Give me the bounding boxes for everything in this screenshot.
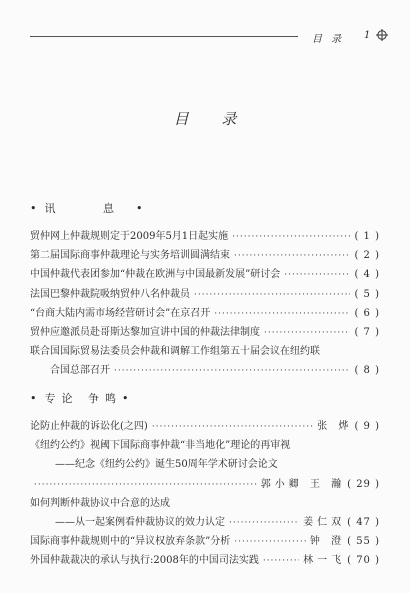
entry-title: 论防止仲裁的诉讼化(之四) [30, 421, 148, 432]
header-rule [30, 36, 298, 37]
entry-title: 《纽约公约》视阈下国际商事仲裁“非当地化”理论的再审视 [30, 440, 291, 451]
toc-entry[interactable] [30, 532, 380, 548]
section-label: 专论 争鸣 [44, 392, 122, 405]
toc-entry-subtitle[interactable] [55, 513, 380, 529]
dot-leader [194, 290, 350, 300]
dot-leader [214, 309, 350, 319]
entry-author: 钟 澄 [309, 536, 346, 547]
dot-leader [234, 251, 350, 261]
entry-page: ( 29 ) [347, 479, 380, 490]
toc-entry-subtitle[interactable] [55, 455, 380, 471]
entry-page: ( 4 ) [354, 269, 380, 280]
toc-entry[interactable] [30, 551, 380, 567]
toc-entry[interactable] [30, 246, 380, 262]
section-heading-news [30, 200, 143, 216]
page-title: 目 录 [173, 110, 251, 128]
entry-title: 第二届国际商事仲裁理论与实务培训圆满结束 [30, 250, 230, 261]
dot-leader [232, 232, 350, 242]
entry-title: 贸仲应邀派员赴哥斯达黎加宣讲中国的仲裁法律制度 [30, 327, 260, 338]
toc-entry[interactable] [30, 436, 380, 452]
dot-leader [229, 518, 299, 528]
entry-title: 合国总部召开 [50, 365, 110, 376]
toc-entry[interactable] [30, 285, 380, 301]
entry-page: ( 5 ) [354, 289, 380, 300]
toc-entry[interactable] [30, 304, 380, 320]
toc-entry-continuation[interactable] [50, 361, 380, 377]
entry-author: 姜仁双 [303, 517, 346, 528]
running-head-title: 目 录 [312, 34, 345, 45]
entry-page: ( 55 ) [347, 536, 380, 547]
entry-title: 外国仲裁裁决的承认与执行:2008年的中国司法实践 [30, 555, 259, 566]
entry-author: 林一飞 [303, 555, 346, 566]
entry-subtitle: ——纪念《纽约公约》诞生50周年学术研讨会论文 [55, 459, 278, 470]
entry-subtitle: ——从一起案例看仲裁协议的效力认定 [55, 517, 225, 528]
entry-page: ( 8 ) [354, 365, 380, 376]
entry-page: ( 2 ) [354, 250, 380, 261]
entry-page: ( 6 ) [354, 308, 380, 319]
entry-author: 张 烨 [317, 421, 353, 432]
entry-page: ( 47 ) [347, 517, 380, 528]
dot-leader [152, 422, 313, 432]
dot-leader [234, 537, 306, 547]
entry-page: ( 1 ) [354, 231, 380, 242]
running-head [30, 30, 388, 44]
entry-title: 国际商事仲裁规则中的“异议权放弃条款”分析 [30, 536, 231, 547]
toc-entry[interactable] [30, 494, 380, 510]
entry-title: 联合国国际贸易法委员会仲裁和调解工作组第五十届会议在纽约联 [30, 346, 320, 357]
entry-page: ( 70 ) [347, 555, 380, 566]
dot-leader [264, 328, 350, 338]
dot-leader [114, 366, 350, 376]
entry-title: 贸仲网上仲裁规则定于2009年5月1日起实施 [30, 231, 229, 242]
entry-title: “台商大陆内需市场经营研讨会”在京召开 [30, 308, 211, 319]
dot-leader [284, 270, 350, 280]
entry-title: 法国巴黎仲裁院吸纳贸仲八名仲裁员 [30, 289, 190, 300]
section-heading-articles [30, 390, 129, 406]
toc-entry[interactable] [30, 265, 380, 281]
entry-title: 中国仲裁代表团参加“仲裁在欧洲与中国最新发展”研讨会 [30, 269, 281, 280]
entry-title: 如何判断仲裁协议中合意的达成 [30, 498, 170, 509]
crosshair-circle-icon [376, 29, 388, 41]
toc-entry[interactable] [30, 227, 380, 243]
dot-leader [34, 480, 257, 490]
toc-entry[interactable] [30, 323, 380, 339]
entry-author: 郭小卿 王 瀚 [260, 479, 346, 490]
running-head-page-number: 1 [364, 30, 371, 41]
toc-entry[interactable] [30, 342, 380, 358]
toc-entry-author-line[interactable] [30, 475, 380, 491]
section-label: 讯 息 [44, 202, 136, 215]
bullet-icon: • [122, 392, 129, 405]
entry-page: ( 7 ) [354, 327, 380, 338]
bullet-icon: • [30, 202, 37, 215]
bullet-icon: • [136, 202, 143, 215]
bullet-icon: • [30, 392, 37, 405]
toc-entry[interactable] [30, 417, 380, 433]
dot-leader [263, 556, 299, 566]
entry-page: ( 9 ) [354, 421, 380, 432]
